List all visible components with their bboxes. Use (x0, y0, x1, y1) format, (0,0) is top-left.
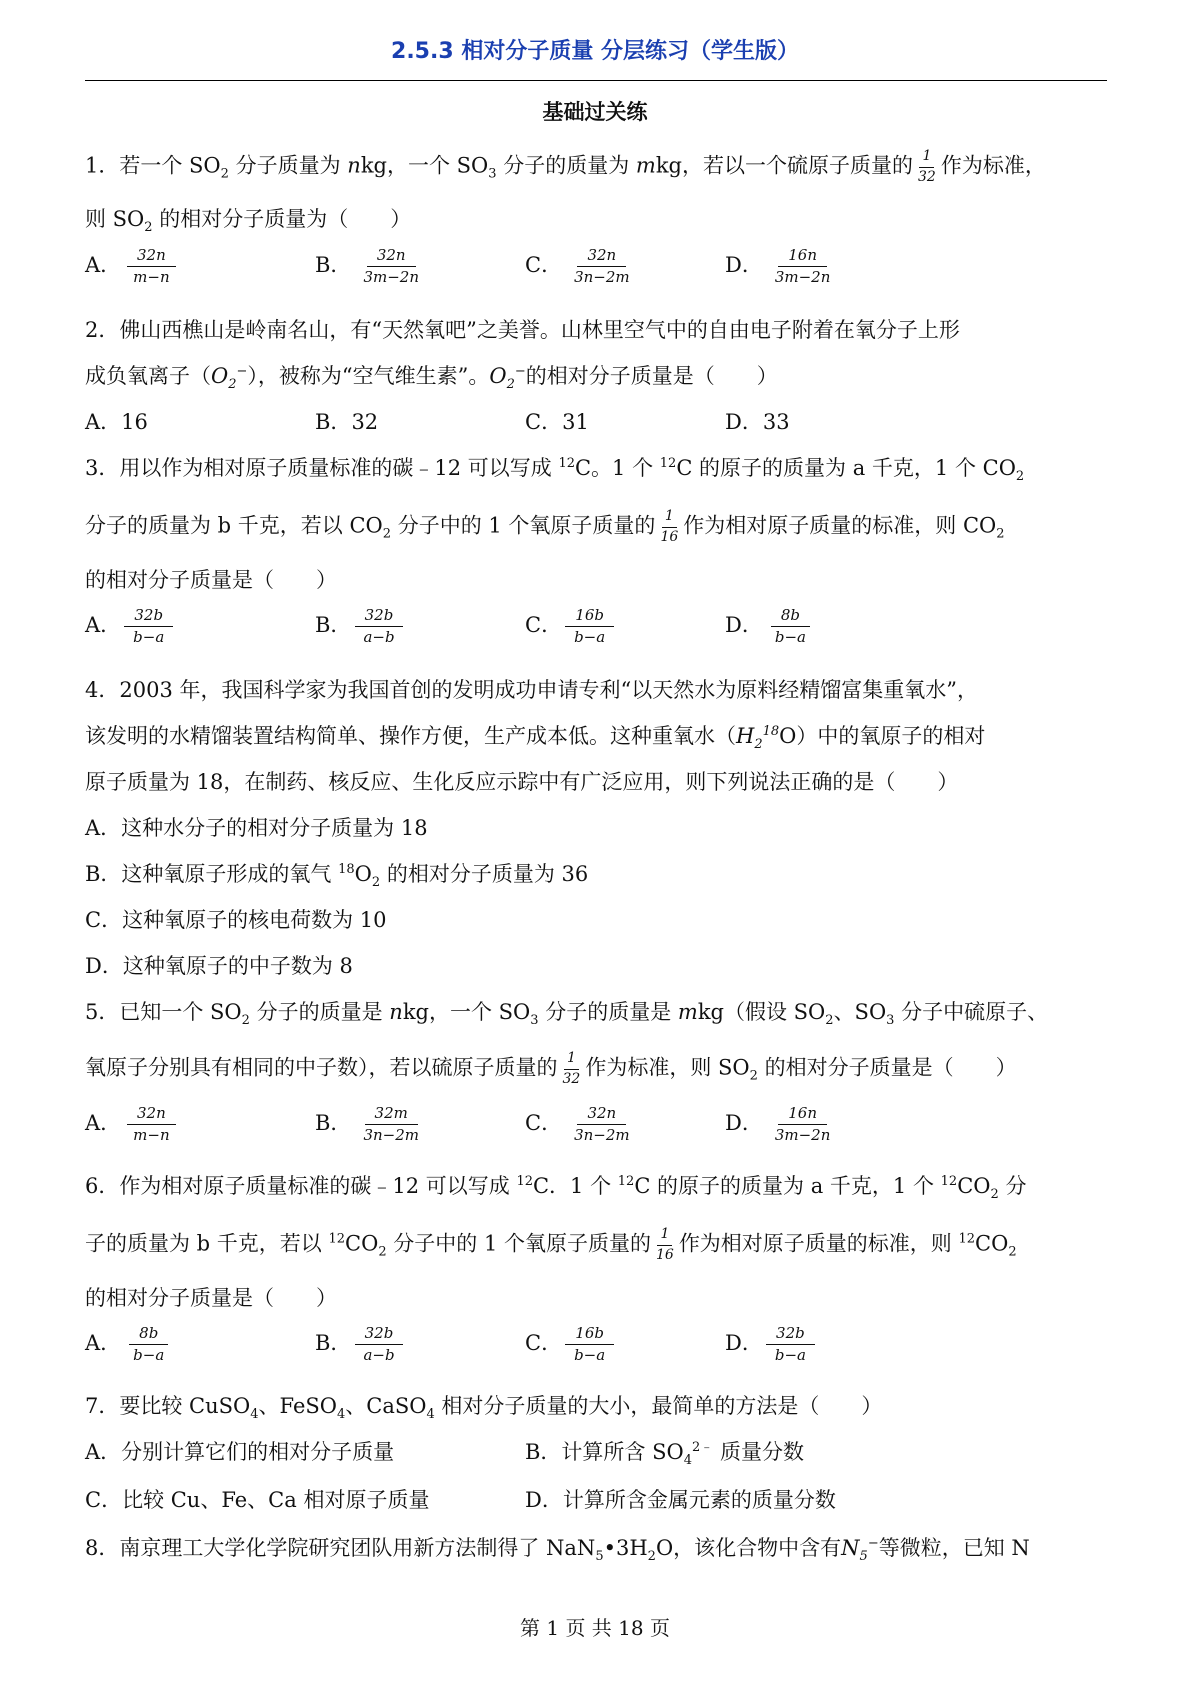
q4-line-3: 原子质量为 18，在制药、核反应、生化反应示踪中有广泛应用，则下列说法正确的是（ ） (85, 770, 959, 794)
q2-option-a: A．16 (85, 410, 148, 434)
q5-option-c: C． $\frac{32n}{3n-2m}$ (525, 1104, 630, 1144)
q7-option-a: A．分别计算它们的相对分子质量 (85, 1440, 395, 1464)
q5-option-d: D． $\frac{16n}{3m-2n}$ (725, 1104, 831, 1144)
q2-option-d: D．33 (725, 410, 790, 434)
section-title: 基础过关练 (542, 100, 648, 124)
q5-option-a: A． $\frac{32n}{m-n}$ (85, 1104, 182, 1145)
q3-line-3: 的相对分子质量是（ ） (85, 568, 337, 592)
fraction: $\frac{1}{32}$ (918, 148, 936, 185)
q4-option-b: B．这种氧原子形成的氧气 $^{18}O_2$ 的相对分子质量为 36 (85, 862, 589, 891)
q7-line-1: 7．要比较 CuSO$_4$、FeSO$_4$、CaSO$_4$ 相对分子质量的大小，最简单的方法是（ ） (85, 1394, 883, 1423)
q7-option-c: C．比较 Cu、Fe、Ca 相对原子质量 (85, 1488, 430, 1512)
q1-option-a: A． $\frac{32n}{m-n}$ (85, 246, 182, 287)
q6-option-d: D． $\frac{32b}{b-a}$ (725, 1324, 818, 1365)
q4-line-1: 4．2003 年，我国科学家为我国首创的发明成功申请专利“以天然水为原料经精馏富集重氧水”， (85, 678, 978, 702)
q1-option-b: B． $\frac{32n}{3m-2n}$ (315, 246, 419, 286)
q6-line-2: 子的质量为 b 千克，若以 $^{12}CO_2$ 分子中的 1 个氧原子质量的 $\frac{1}{16}$ 作为相对原子质量的标准，则 $^{12}CO_2$ (85, 1226, 1017, 1263)
q6-option-b: B． $\frac{32b}{a-b}$ (315, 1324, 407, 1365)
page-title: 2.5.3 相对分子质量 分层练习（学生版） (391, 39, 799, 64)
q1-option-c: C． $\frac{32n}{3n-2m}$ (525, 246, 630, 286)
q4-option-c: C．这种氧原子的核电荷数为 10 (85, 908, 387, 932)
q1-line-1: 1．若一个 $SO_2$ 分子质量为 nkg，一个 $SO_3$ 分子的质量为 mkg，若以一个硫原子质量的 $\frac{1}{32}$ 作为标准， (85, 148, 1046, 185)
q6-line-3: 的相对分子质量是（ ） (85, 1286, 337, 1310)
q3-option-c: C． $\frac{16b}{b-a}$ (525, 606, 617, 647)
q6-line-1: 6．作为相对原子质量标准的碳﹣12 可以写成 $^{12}$C．1 个 $^{12}$C 的原子的质量为 a 千克，1 个 $^{12}CO_2$ 分 (85, 1174, 1027, 1203)
q4-option-a: A．这种水分子的相对分子质量为 18 (85, 816, 428, 840)
q1-line-2: 则 $SO_2$ 的相对分子质量为（ ） (85, 207, 412, 236)
title-divider (85, 80, 1107, 81)
q8-line-1: 8．南京理工大学化学院研究团队用新方法制得了 $NaN_5•3H_2O$，该化合物中含有$N_5^-$等微粒，已知 N (85, 1536, 1030, 1565)
fraction: $\frac{1}{16}$ (655, 1226, 674, 1263)
q5-line-1: 5．已知一个 $SO_2$ 分子的质量是 nkg，一个 $SO_3$ 分子的质量是 mkg（假设 $SO_2$、$SO_3$ 分子中硫原子、 (85, 1000, 1049, 1029)
q3-option-a: A． $\frac{32b}{b-a}$ (85, 606, 176, 647)
q3-line-2: 分子的质量为 b 千克，若以 $CO_2$ 分子中的 1 个氧原子质量的 $\frac{1}{16}$ 作为相对原子质量的标准，则 $CO_2$ (85, 508, 1005, 545)
q4-line-2: 该发明的水精馏装置结构简单、操作方便，生产成本低。这种重氧水$(H_2^{18}O)$中的氧原子的相对 (85, 724, 986, 753)
q6-option-a: A． $\frac{8b}{b-a}$ (85, 1324, 176, 1365)
q5-line-2: 氧原子分别具有相同的中子数），若以硫原子质量的 $\frac{1}{32}$ 作为标准，则 $SO_2$ 的相对分子质量是（ ） (85, 1050, 1017, 1087)
fraction: $\frac{1}{16}$ (660, 508, 679, 545)
q3-option-b: B． $\frac{32b}{a-b}$ (315, 606, 407, 647)
q7-option-d: D．计算所含金属元素的质量分数 (525, 1488, 836, 1512)
q2-option-c: C．31 (525, 410, 589, 434)
q4-option-d: D．这种氧原子的中子数为 8 (85, 954, 353, 978)
q5-option-b: B． $\frac{32m}{3n-2m}$ (315, 1104, 419, 1144)
q1-option-d: D． $\frac{16n}{3m-2n}$ (725, 246, 831, 286)
q2-option-b: B．32 (315, 410, 379, 434)
q3-line-1: 3．用以作为相对原子质量标准的碳﹣12 可以写成 $^{12}$C。1 个 $^{12}$C 的原子的质量为 a 千克，1 个 $CO_2$ (85, 456, 1025, 485)
page-footer: 第 1 页 共 18 页 (520, 1616, 670, 1640)
fraction: $\frac{1}{32}$ (562, 1050, 581, 1087)
q7-option-b: B．计算所含 $SO_4^{2﹣}$ 质量分数 (525, 1440, 804, 1469)
q3-option-d: D． $\frac{8b}{b-a}$ (725, 606, 818, 647)
q2-line-2: 成负氧离子$(O_2^-)$，被称为“空气维生素”。$O_2^-$的相对分子质量是（ ） (85, 364, 778, 393)
q2-line-1: 2．佛山西樵山是岭南名山，有“天然氧吧”之美誉。山林里空气中的自由电子附着在氧分子上形 (85, 318, 960, 342)
q6-option-c: C． $\frac{16b}{b-a}$ (525, 1324, 617, 1365)
